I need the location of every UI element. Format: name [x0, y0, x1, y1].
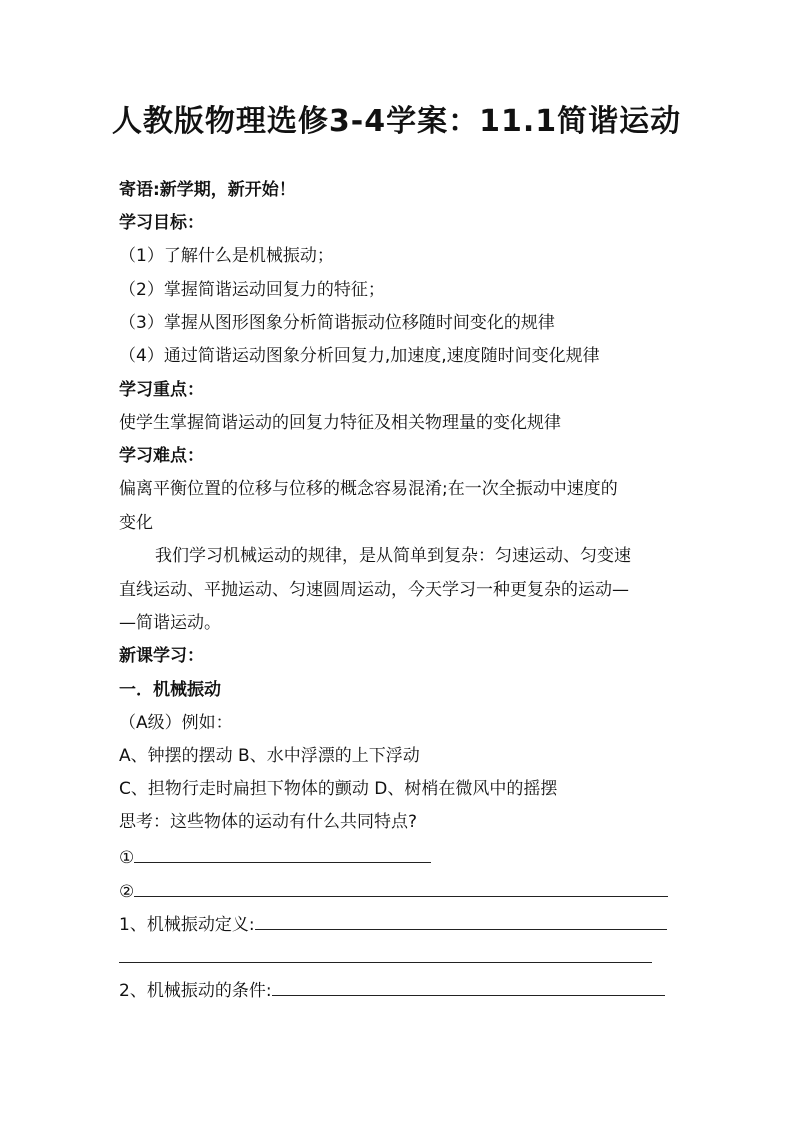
- answer-marker-1: ①: [119, 848, 135, 868]
- intro-line2: 直线运动、平抛运动、匀速圆周运动，今天学习一种更复杂的运动—: [119, 580, 629, 600]
- objective-item: （2）掌握简谐运动回复力的特征；: [119, 280, 385, 300]
- new-lesson-heading: 新课学习：: [119, 646, 204, 666]
- definition-blank[interactable]: [255, 913, 667, 930]
- answer-blank-2[interactable]: [134, 880, 668, 897]
- examples-ab: A、钟摆的摆动 B、水中浮漂的上下浮动: [119, 746, 420, 766]
- difficulties-text-line2: 变化: [119, 513, 153, 533]
- motto: 寄语:新学期，新开始！: [119, 180, 296, 200]
- condition-label: 2、机械振动的条件:: [119, 981, 272, 1001]
- answer-blank-1[interactable]: [134, 846, 431, 863]
- level-label: （A级）例如：: [119, 713, 233, 733]
- page-title: 人教版物理选修3-4学案：11.1简谐运动: [111, 104, 682, 139]
- condition-line: [119, 979, 665, 1001]
- condition-blank[interactable]: [272, 979, 665, 996]
- section-heading: 一．机械振动: [119, 680, 221, 700]
- key-points-heading: 学习重点：: [119, 380, 204, 400]
- answer-line-1: [119, 846, 431, 868]
- definition-label: 1、机械振动定义:: [119, 915, 255, 935]
- objective-item: （3）掌握从图形图象分析简谐振动位移随时间变化的规律: [119, 313, 555, 333]
- objective-item: （4）通过简谐运动图象分析回复力,加速度,速度随时间变化规律: [119, 346, 600, 366]
- objectives-heading: 学习目标：: [119, 213, 204, 233]
- question-text: 思考：这些物体的运动有什么共同特点?: [119, 812, 418, 832]
- definition-line: [119, 913, 667, 935]
- answer-line-2: [119, 880, 668, 902]
- difficulties-heading: 学习难点：: [119, 446, 204, 466]
- difficulties-text-line1: 偏离平衡位置的位移与位移的概念容易混淆;在一次全振动中速度的: [119, 479, 618, 499]
- answer-marker-2: ②: [119, 882, 135, 902]
- examples-cd: C、担物行走时扁担下物体的颤动 D、树梢在微风中的摇摆: [119, 779, 558, 799]
- objective-item: （1）了解什么是机械振动；: [119, 246, 334, 266]
- definition-blank-continuation[interactable]: [119, 962, 652, 963]
- intro-line1: 我们学习机械运动的规律，是从简单到复杂：匀速运动、匀变速: [155, 546, 631, 566]
- key-points-text: 使学生掌握简谐运动的回复力特征及相关物理量的变化规律: [119, 413, 561, 433]
- intro-line3: —简谐运动。: [119, 613, 221, 633]
